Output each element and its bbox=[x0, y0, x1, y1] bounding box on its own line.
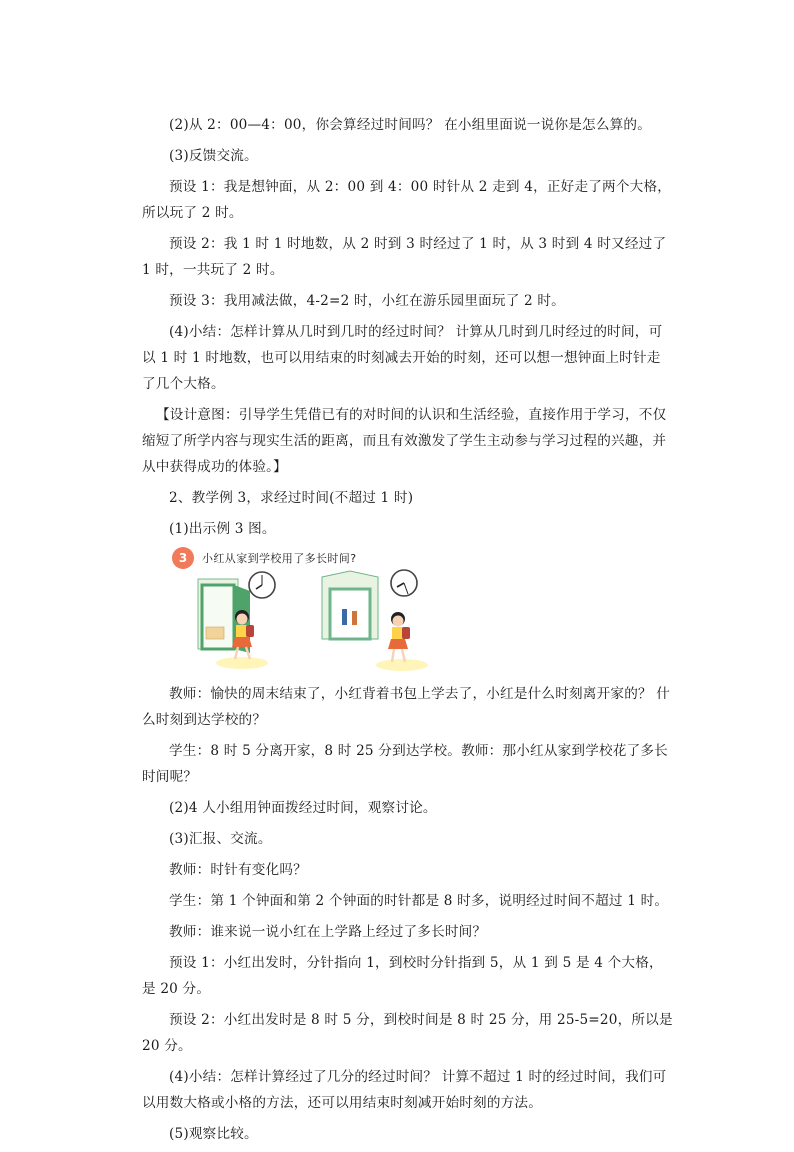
paragraph-p6: (4)小结：怎样计算从几时到几时的经过时间？ 计算从几时到几时经过的时间，可以 1 时 1 时地数，也可以用结束的时刻减去开始的时刻，还可以想一想钟面上时针走了几个大格。 bbox=[142, 324, 663, 392]
house-door-frame bbox=[202, 585, 234, 649]
small-figure-b bbox=[352, 611, 357, 625]
paragraph-p1: (2)从 2：00—4：00，你会算经过时间吗？ 在小组里面说一说你是怎么算的。 bbox=[169, 117, 652, 133]
document-page bbox=[142, 112, 674, 1152]
wall-clock-2 bbox=[391, 570, 417, 596]
paragraph-p13: (3)汇报、交流。 bbox=[169, 831, 272, 847]
home-scene bbox=[198, 572, 275, 669]
girl-face-1 bbox=[237, 614, 248, 625]
school-scene bbox=[322, 570, 428, 671]
small-figure-a bbox=[342, 609, 347, 625]
paragraph-p15: 学生：第 1 个钟面和第 2 个钟面的时针都是 8 时多，说明经过时间不超过 1 时。 bbox=[169, 893, 669, 909]
girl-face-2 bbox=[393, 616, 404, 627]
girl-skirt-2 bbox=[388, 639, 408, 649]
paragraph-p9: (1)出示例 3 图。 bbox=[169, 521, 276, 537]
wall-clock-1 bbox=[249, 572, 275, 598]
example-number-badge: 3 bbox=[172, 547, 194, 569]
school-floor-light bbox=[376, 659, 428, 671]
paragraph-p5: 预设 3：我用减法做，4-2=2 时，小红在游乐园里面玩了 2 时。 bbox=[169, 293, 565, 309]
paragraph-p11: 学生：8 时 5 分离开家，8 时 25 分到达学校。教师：那小红从家到学校花了多长时间呢？ bbox=[142, 743, 668, 785]
floor-light bbox=[216, 657, 268, 669]
paragraph-design-intent: 【设计意图：引导学生凭借已有的对时间的认识和生活经验，直接作用于学习，不仅缩短了所学内容与现实生活的距离，而且有效激发了学生主动参与学习过程的兴趣，并从中获得成功的体验。】 bbox=[142, 407, 667, 475]
paragraph-p4: 预设 2：我 1 时 1 时地数，从 2 时到 3 时经过了 1 时，从 3 时到 4 时又经过了 1 时，一共玩了 2 时。 bbox=[142, 236, 667, 278]
girl-backpack-1 bbox=[246, 625, 254, 637]
girl-skirt-1 bbox=[232, 637, 252, 647]
figure-caption: 小红从家到学校用了多长时间? bbox=[202, 552, 357, 565]
illustration bbox=[172, 567, 432, 673]
example-3-figure bbox=[172, 547, 432, 673]
paragraph-p19: (4)小结：怎样计算经过了几分的经过时间？ 计算不超过 1 时的经过时间，我们可以用数大格或小格的方法，还可以用结束时刻减开始时刻的方法。 bbox=[142, 1069, 667, 1111]
paragraph-p2: (3)反馈交流。 bbox=[169, 148, 258, 164]
school-gate bbox=[330, 589, 370, 639]
paragraph-p14: 教师：时针有变化吗？ bbox=[169, 862, 307, 878]
paragraph-p17: 预设 1：小红出发时，分针指向 1，到校时分针指到 5，从 1 到 5 是 4 个大格，是 20 分。 bbox=[142, 955, 663, 997]
paragraph-p20: (5)观察比较。 bbox=[169, 1126, 258, 1142]
paragraph-p18: 预设 2：小红出发时是 8 时 5 分，到校时间是 8 时 25 分，用 25-5=20，所以是 20 分。 bbox=[142, 1012, 673, 1054]
sofa bbox=[206, 627, 224, 639]
figure-header bbox=[172, 547, 356, 569]
paragraph-p8: 2、教学例 3，求经过时间(不超过 1 时) bbox=[169, 490, 414, 506]
paragraph-p16: 教师：谁来说一说小红在上学路上经过了多长时间？ bbox=[169, 924, 487, 940]
paragraph-p3: 预设 1：我是想钟面，从 2：00 到 4：00 时针从 2 走到 4，正好走了两个大格，所以玩了 2 时。 bbox=[142, 179, 672, 221]
paragraph-p10: 教师：愉快的周末结束了，小红背着书包上学去了，小红是什么时刻离开家的？ 什么时刻到达学校的？ bbox=[142, 686, 671, 728]
girl-backpack-2 bbox=[402, 627, 410, 639]
paragraph-p12: (2)4 人小组用钟面拨经过时间，观察讨论。 bbox=[169, 800, 437, 816]
girl-walking-2 bbox=[388, 612, 410, 662]
